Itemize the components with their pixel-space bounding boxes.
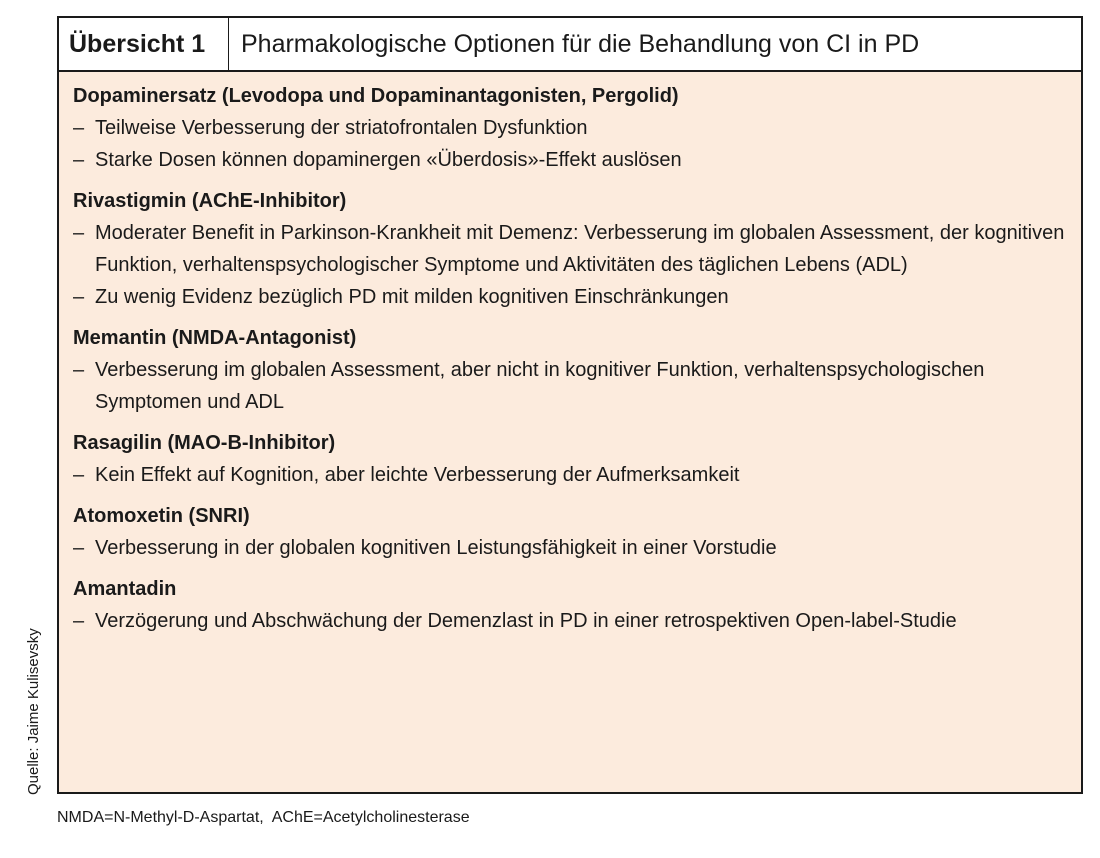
drug-section bbox=[73, 573, 1067, 637]
bullet-item bbox=[73, 144, 1067, 176]
bullet-text: Verzögerung und Abschwächung der Demenzlast in PD in einer retrospektiven Open-label-Studie bbox=[95, 610, 957, 632]
drug-section-title: Rivastigmin (AChE-Inhibitor) bbox=[73, 190, 347, 212]
bullet-text: Zu wenig Evidenz bezüglich PD mit milden kognitiven Einschränkungen bbox=[95, 286, 729, 308]
bullet-item bbox=[73, 459, 1067, 491]
bullet-text: Kein Effekt auf Kognition, aber leichte Verbesserung der Aufmerksamkeit bbox=[95, 464, 740, 486]
dash-bullet: – bbox=[73, 537, 85, 559]
drug-section bbox=[73, 322, 1067, 418]
dash-bullet: – bbox=[73, 222, 85, 244]
drug-section bbox=[73, 80, 1067, 176]
dash-bullet: – bbox=[73, 149, 85, 171]
bullet-item bbox=[73, 605, 1067, 637]
bullet-text: Starke Dosen können dopaminergen «Überdosis»-Effekt auslösen bbox=[95, 149, 682, 171]
overview-title: Pharmakologische Optionen für die Behandlung von CI in PD bbox=[241, 29, 920, 58]
drug-section-title: Atomoxetin (SNRI) bbox=[73, 505, 250, 527]
drug-section-title: Memantin (NMDA-Antagonist) bbox=[73, 327, 357, 349]
overview-content bbox=[59, 72, 1081, 637]
bullet-text: Teilweise Verbesserung der striatofrontalen Dysfunktion bbox=[95, 117, 588, 139]
abbreviation-footnote: NMDA=N-Methyl-D-Aspartat, AChE=Acetylcholinesterase bbox=[57, 809, 470, 826]
drug-section-title: Rasagilin (MAO-B-Inhibitor) bbox=[73, 432, 336, 454]
bullet-item bbox=[73, 112, 1067, 144]
bullet-item bbox=[73, 217, 1067, 281]
dash-bullet: – bbox=[73, 464, 85, 486]
bullet-text: Moderater Benefit in Parkinson-Krankheit mit Demenz: Verbesserung im globalen Assessment, der kognitiven Funktion, verhaltenspsychologischer Symptome und Aktivitäten des täglichen Lebens (ADL) bbox=[95, 222, 1065, 276]
drug-section bbox=[73, 427, 1067, 491]
overview-header bbox=[59, 18, 1081, 72]
bullet-text: Verbesserung in der globalen kognitiven Leistungsfähigkeit in einer Vorstudie bbox=[95, 537, 777, 559]
overview-box bbox=[57, 16, 1083, 794]
drug-section bbox=[73, 500, 1067, 564]
bullet-text: Verbesserung im globalen Assessment, aber nicht in kognitiver Funktion, verhaltenspsychologischen Symptomen und ADL bbox=[95, 359, 985, 413]
bullet-item bbox=[73, 354, 1067, 418]
dash-bullet: – bbox=[73, 359, 85, 381]
dash-bullet: – bbox=[73, 286, 85, 308]
dash-bullet: – bbox=[73, 610, 85, 632]
drug-section-title: Amantadin bbox=[73, 578, 177, 600]
drug-section bbox=[73, 185, 1067, 313]
source-credit: Quelle: Jaime Kulisevsky bbox=[25, 628, 42, 795]
dash-bullet: – bbox=[73, 117, 85, 139]
bullet-item bbox=[73, 281, 1067, 313]
bullet-item bbox=[73, 532, 1067, 564]
overview-label: Übersicht 1 bbox=[59, 18, 229, 70]
drug-section-title: Dopaminersatz (Levodopa und Dopaminantagonisten, Pergolid) bbox=[73, 85, 679, 107]
